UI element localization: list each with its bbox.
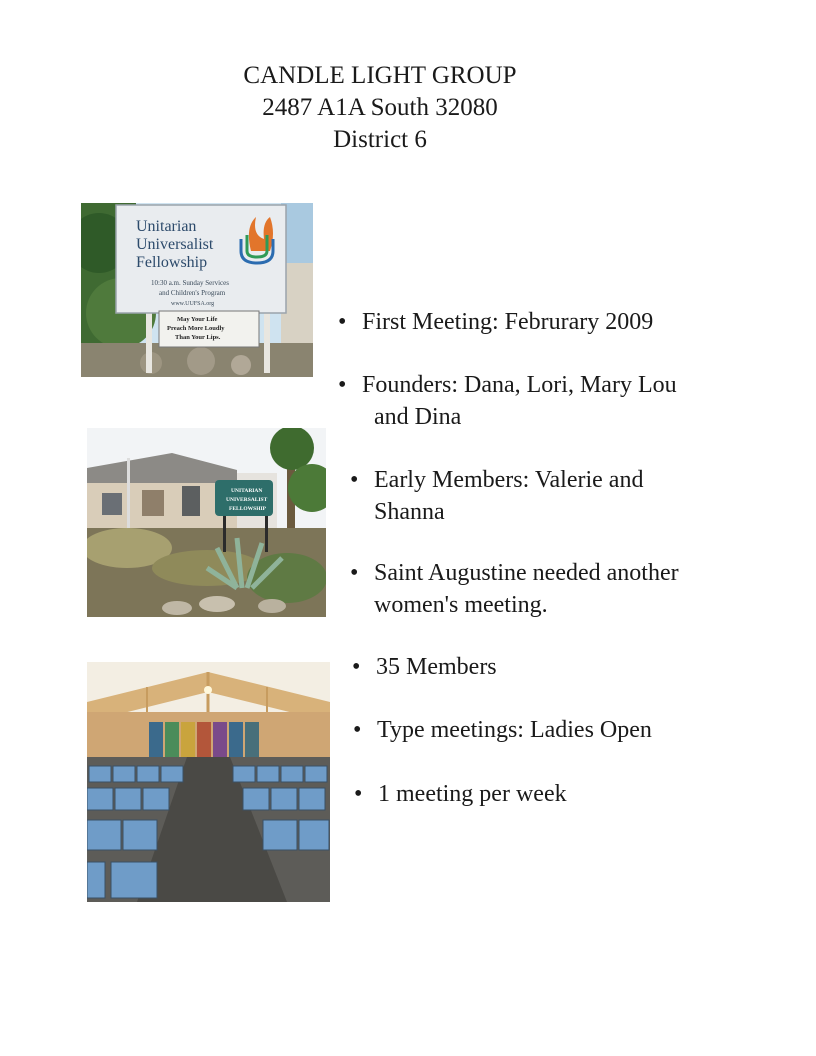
document-header <box>0 60 760 156</box>
list-item: • Saint Augustine needed another women's meeting. <box>350 560 679 618</box>
group-name: CANDLE LIGHT GROUP <box>243 62 517 89</box>
svg-text:www.UUFSA.org: www.UUFSA.org <box>171 301 215 307</box>
svg-text:UNIVERSALIST: UNIVERSALIST <box>226 497 268 503</box>
list-item: • 35 Members <box>352 654 497 680</box>
sanctuary-interior-photo <box>87 662 330 902</box>
fellowship-sign-photo <box>81 203 313 377</box>
list-item: • First Meeting: Februrary 2009 <box>338 309 654 335</box>
svg-text:Preach More Loudly: Preach More Loudly <box>167 325 225 332</box>
fellowship-building-photo <box>87 428 326 617</box>
list-item: • Type meetings: Ladies Open <box>353 717 652 743</box>
list-item: • Early Members: Valerie and Shanna <box>350 467 644 525</box>
svg-text:Unitarian: Unitarian <box>136 218 197 235</box>
svg-text:FELLOWSHIP: FELLOWSHIP <box>229 506 266 512</box>
list-item: • Founders: Dana, Lori, Mary Lou and Dina <box>338 372 677 430</box>
svg-text:and Children's Program: and Children's Program <box>159 289 226 297</box>
group-district: District 6 <box>333 126 427 153</box>
svg-text:Fellowship: Fellowship <box>136 254 208 271</box>
list-item: • 1 meeting per week <box>354 781 567 807</box>
svg-text:Than Your Lips.: Than Your Lips. <box>175 334 221 341</box>
svg-text:May Your Life: May Your Life <box>177 316 218 323</box>
svg-text:Universalist: Universalist <box>136 236 214 253</box>
group-address: 2487 A1A South 32080 <box>262 94 498 121</box>
svg-text:10:30 a.m. Sunday Services: 10:30 a.m. Sunday Services <box>151 279 229 287</box>
svg-text:UNITARIAN: UNITARIAN <box>231 488 263 494</box>
